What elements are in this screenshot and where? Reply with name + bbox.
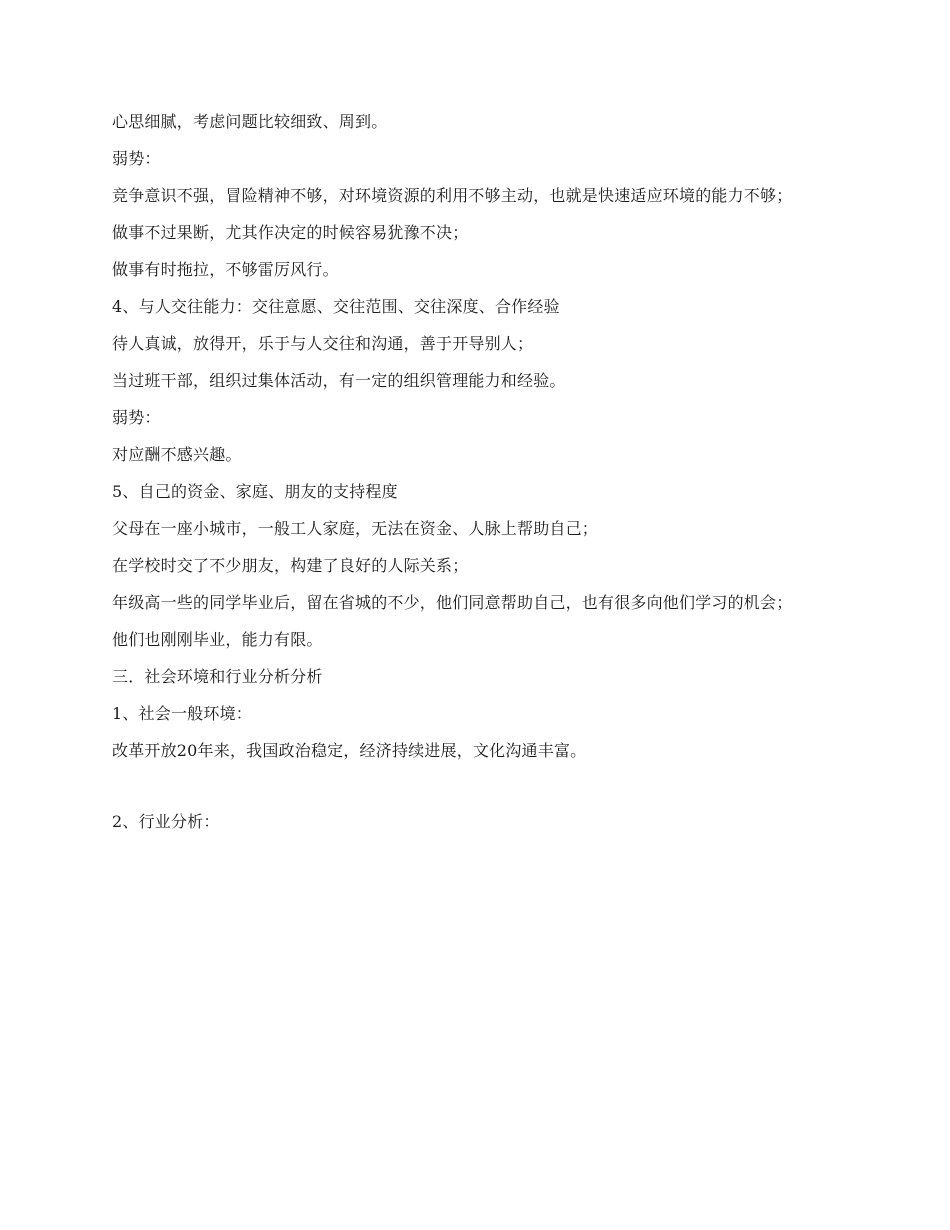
paragraph: 对应酬不感兴趣。 [112, 445, 242, 464]
paragraph: 竞争意识不强，冒险精神不够，对环境资源的利用不够主动，也就是快速适应环境的能力不够； [112, 186, 793, 205]
paragraph: 待人真诚，放得开，乐于与人交往和沟通，善于开导别人； [112, 334, 534, 353]
paragraph: 父母在一座小城市，一般工人家庭，无法在资金、人脉上帮助自己； [112, 519, 599, 538]
document-body [112, 112, 842, 849]
subsection-heading: 2、行业分析： [112, 812, 220, 831]
paragraph: 心思细腻，考虑问题比较细致、周到。 [112, 112, 388, 131]
subsection-heading: 1、社会一般环境： [112, 704, 252, 723]
paragraph: 做事不过果断，尤其作决定的时候容易犹豫不决； [112, 223, 469, 242]
paragraph: 当过班干部，组织过集体活动，有一定的组织管理能力和经验。 [112, 371, 566, 390]
paragraph: 年级高一些的同学毕业后，留在省城的不少，他们同意帮助自己，也有很多向他们学习的机会； [112, 593, 793, 612]
paragraph: 在学校时交了不少朋友，构建了良好的人际关系； [112, 556, 469, 575]
paragraph: 做事有时拖拉，不够雷厉风行。 [112, 260, 339, 279]
section-heading: 三．社会环境和行业分析分析 [112, 667, 323, 686]
paragraph: 弱势： [112, 408, 161, 427]
paragraph: 他们也刚刚毕业，能力有限。 [112, 630, 323, 649]
section-heading: 5、自己的资金、家庭、朋友的支持程度 [112, 482, 398, 501]
section-heading: 4、与人交往能力：交往意愿、交往范围、交往深度、合作经验 [112, 297, 560, 316]
paragraph: 改革开放20年来，我国政治稳定，经济持续进展，文化沟通丰富。 [112, 741, 587, 760]
paragraph: 弱势： [112, 149, 161, 168]
